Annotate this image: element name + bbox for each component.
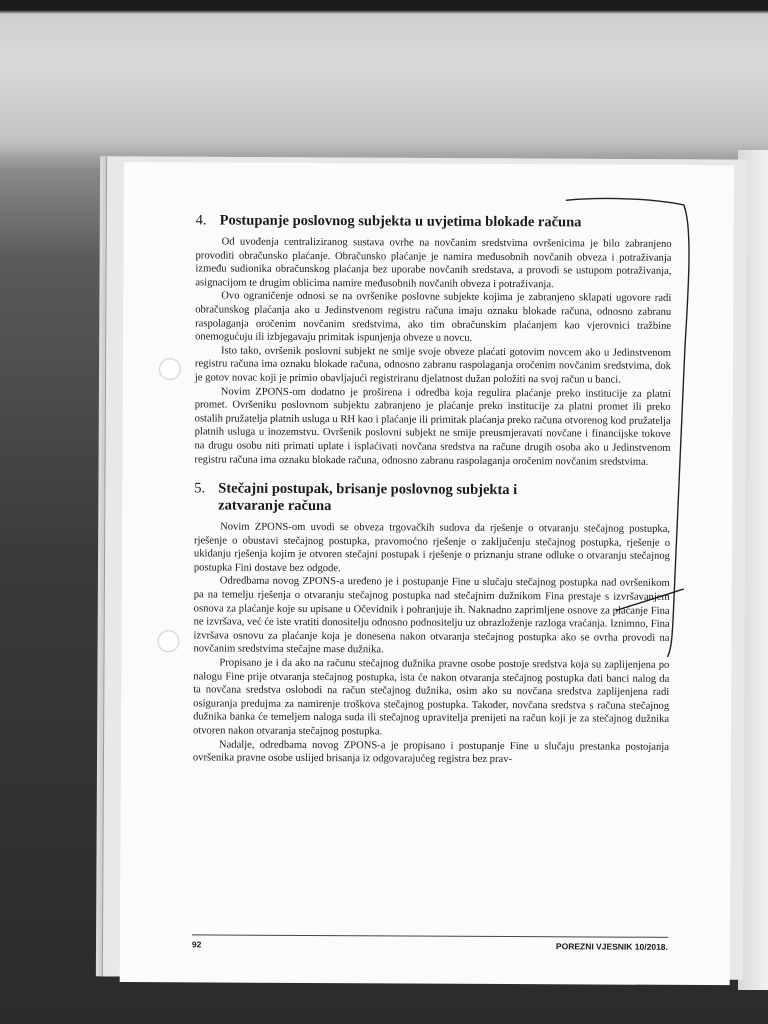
section-4-paragraph: Ovo ograničenje odnosi se na ovršenike poslovne subjekte kojima je zabranjeno sklapati ugovore radi obračunskog plaćanja ako u Jedinstvenom registru računa imaju oznaku blokade računa, odnosno zabranu raspolaganja oročenim novčanim sredstvima, ako tim obračunskim plaćanjem kao vjerovnici tražbine onemogućuju ili izbjegavaju primitak ispunjenja obveze u novcu. [195, 290, 672, 344]
section-5-paragraph: Odredbama novog ZPONS-a uređeno je i postupanje Fine u slučaju stečajnog postupka nad ovršenikom pa na temelju rješenja o otvaranju stečajnog postupka nad stečajnim dužnikom Fina prestaje s izvršavanjem osnova za plaćanje koje su upisane u Očevidnik i pohranjuje ih. Naknadno zaprimljene osnove za plaćanje Fina ne izvršava, već će iste vratiti donositelju odnosno podnositelju uz obrazloženje razloga vraćanja. Iznimno, Fina izvršava osnovu za plaćanje koja je donesena nakon otvaranja stečajnog postupka ako se ovrha provodi na novčanim sredstvima stečajne mase dužnika. [193, 575, 670, 656]
section-4-paragraph: Novim ZPONS-om dodatno je proširena i odredba koja regulira plaćanje preko institucije za platni promet. Ovršeniku poslovnom subjektu zabranjeno je plaćanje preko institucije za platni promet ili preko ostalih pružatelja platnih usluga u RH kao i plaćanje ili primitak plaćanja preko računa otvorenog kod pružatelja platnih usluga u inozemstvu. Ovršenik poslovni subjekt ne smije preusmjeravati novčane i financijske tokove na drugu osobu niti primati uplate i isplaćivati novčana sredstva na račune drugih osoba ako u Jedinstvenom registru računa ima oznaku blokade računa, odnosno zabranu raspolaganja oročenim novčanim sredstvima. [194, 386, 671, 468]
page-number: 92 [191, 939, 202, 950]
section-4-paragraph: Isto tako, ovršenik poslovni subjekt ne smije svoje obveze plaćati gotovim novcem ako u Jedinstvenom registru računa ima oznaku blokade računa, odnosno zabranu raspolaganja oročenim novčanim sredstvima, dok je gotov novac koji je primio obavljajući registriranu djelatnost dužan položiti na svoj račun u banci. [194, 345, 672, 386]
publication-name: POREZNI VJESNIK 10/2018. [555, 941, 668, 952]
section-5-paragraph: Nadalje, odredbama novog ZPONS-a je propisano i postupanje Fine u slučaju prestanka postojanja ovršenika pravne osobe uslijed brisanja iz odgovarajućeg registra bez prav- [192, 739, 669, 766]
section-4-title: Postupanje poslovnog subjekta u uvjetima blokade računa [219, 212, 582, 231]
document-page [120, 162, 734, 985]
section-4-number: 4. [195, 212, 207, 229]
punch-hole-top [159, 358, 181, 380]
section-4-paragraph: Od uvođenja centraliziranog sustava ovrhe na novčanim sredstvima ovršenicima je bilo zabranjeno provoditi obračunsko plaćanje. Obračunsko plaćanje je namira međusobnih novčanih obveza i potraživanja između sudionika obračunskog plaćanja bez uporabe novčanih sredstava, a provodi se ustupom potraživanja, asignacijom te drugim oblicima namire međusobnih novčanih obveza i potraživanja. [195, 236, 672, 291]
punch-hole-bottom [157, 630, 179, 652]
page-footer [192, 934, 668, 951]
section-5-heading [194, 480, 670, 516]
section-5-paragraph: Novim ZPONS-om uvodi se obveza trgovačkih sudova da rješenje o otvaranju stečajnog postupka, rješenje o obustavi stečajnog postupka, pravomoćno rješenje o zaključenju stečajnog postupka, rješenje o ukidanju rješenja kojim je otvoren stečajni postupak i rješenje o priznanju strane odluke o otvaranju stečajnog postupka Fini dostave bez odgode. [193, 521, 671, 575]
section-4-heading [196, 212, 672, 231]
section-5-title: Stečajni postupak, brisanje poslovnog subjekta i zatvaranje računa [218, 480, 518, 515]
page-content [193, 212, 672, 767]
section-5-paragraph: Propisano je i da ako na računu stečajnog dužnika pravne osobe postoje sredstva koja su zaplijenjena po nalogu Fine prije otvaranja stečajnog postupka, ista će nakon otvaranja stečajnog postupka dati banci nalog da ta novčana sredstva oslobodi na račun stečajnog dužnika, osim ako su novčana sredstva zaplijenjena radi osiguranja predujma za namirenje troškova stečajnog postupka. Također, novčana sredstva s računa stečajnog dužnika banka će temeljem naloga suda ili stečajnog upravitelja prenijeti na račun koji je za stečajnog dužnika otvoren nakon otvaranja stečajnog postupka. [192, 657, 670, 738]
section-5-number: 5. [194, 480, 206, 497]
